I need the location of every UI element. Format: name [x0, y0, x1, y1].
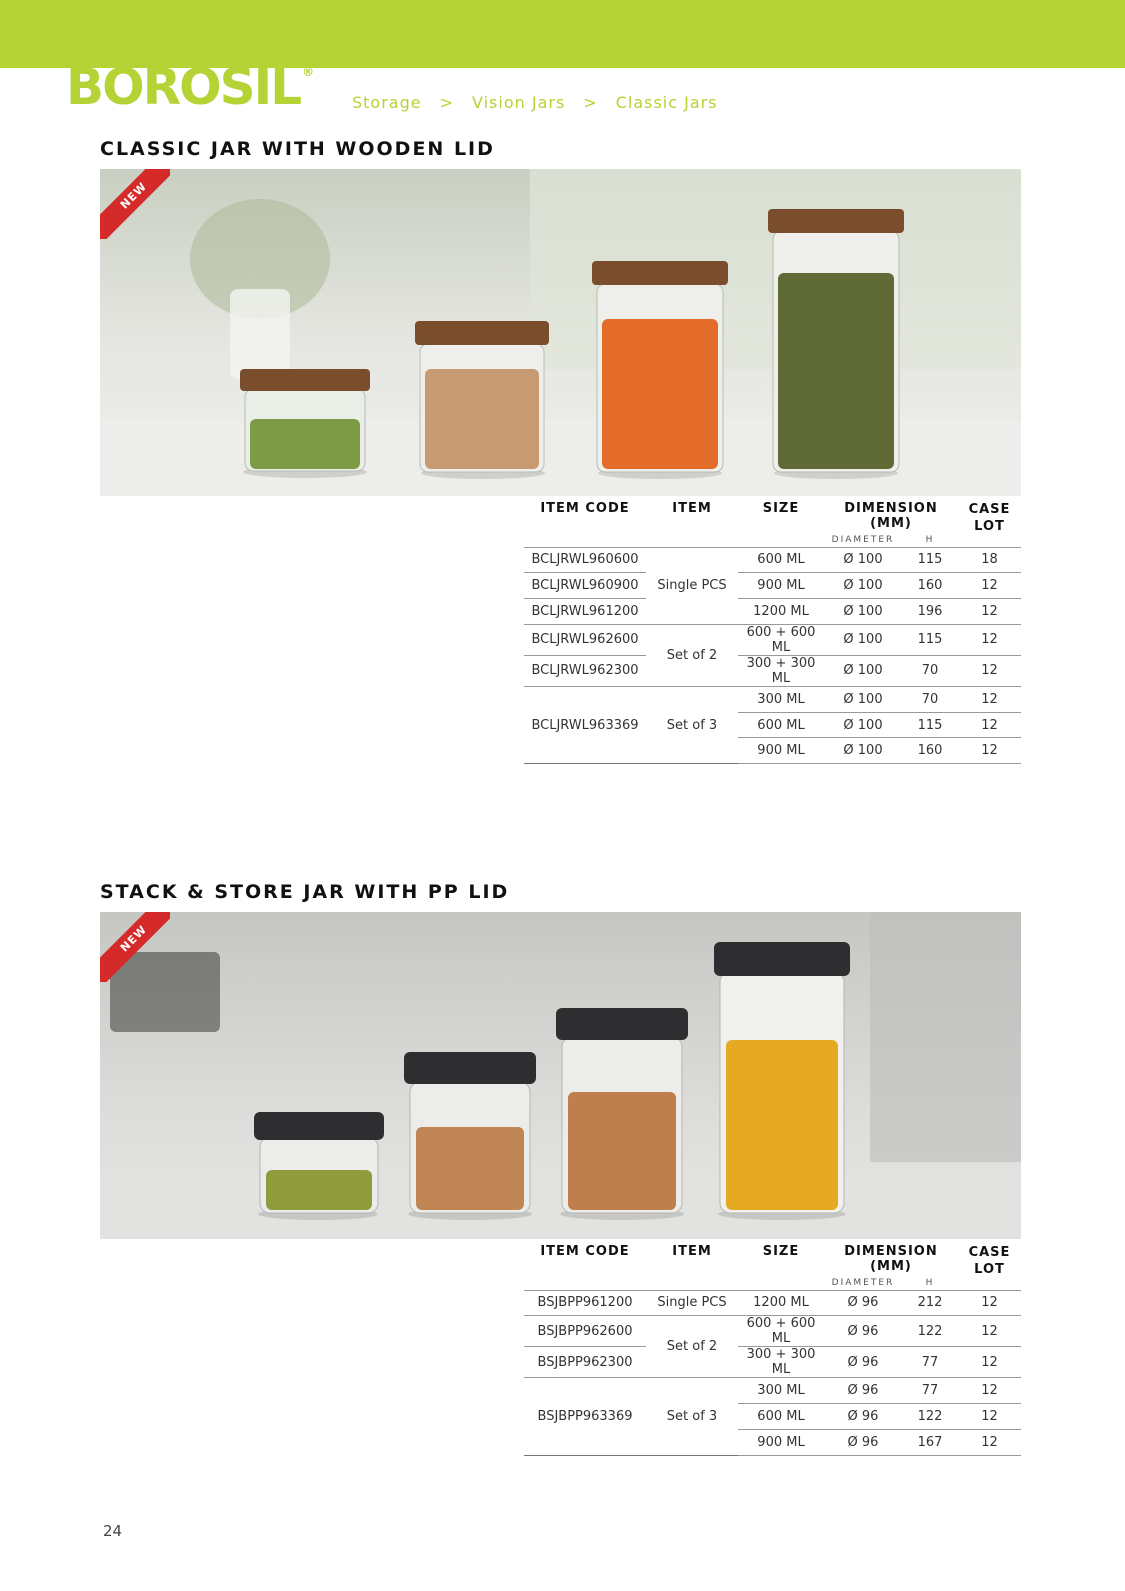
col-header-case-lot: CASE LOT: [958, 497, 1021, 547]
table-row: BCLJRWL961200 1200 ML Ø 100 196 12: [524, 599, 1021, 625]
col-header-diameter: DIAMETER: [824, 1274, 902, 1290]
table-row: BSJBPP963369 Set of 3 300 ML Ø 96 77 12: [524, 1378, 1021, 1404]
spec-table-classic-jar: [524, 497, 1021, 764]
product-photo-pp-lid-jars: [100, 912, 1021, 1239]
table-row: 600 ML Ø 100 115 12: [524, 712, 1021, 738]
table-row: BCLJRWL960600 Single PCS 600 ML Ø 100 115 18: [524, 547, 1021, 573]
col-header-item-code: ITEM CODE: [540, 501, 630, 516]
breadcrumb-item-vision-jars[interactable]: Vision Jars: [472, 93, 566, 112]
table-row: BSJBPP961200 Single PCS 1200 ML Ø 96 212 12: [524, 1290, 1021, 1316]
col-header-item-code: ITEM CODE: [540, 1244, 630, 1259]
new-badge: NEW: [100, 912, 170, 982]
spec-table-stack-store-jar: [524, 1240, 1021, 1456]
breadcrumb-item-storage[interactable]: Storage: [352, 93, 422, 112]
breadcrumb-separator: >: [439, 93, 455, 112]
table-row: BCLJRWL960900 900 ML Ø 100 160 12: [524, 573, 1021, 599]
col-header-dimension: DIMENSION (MM): [844, 1244, 938, 1274]
table-row: BCLJRWL962300 300 + 300 ML Ø 100 70 12: [524, 655, 1021, 686]
section-title-stack-store-jar: STACK & STORE JAR WITH PP LID: [100, 881, 510, 903]
breadcrumb-separator: >: [583, 93, 598, 112]
section-title-classic-jar: CLASSIC JAR WITH WOODEN LID: [100, 138, 495, 160]
breadcrumb-item-classic-jars[interactable]: Classic Jars: [615, 93, 718, 112]
breadcrumb: [352, 93, 718, 112]
table-row: BSJBPP962300 300 + 300 ML Ø 96 77 12: [524, 1347, 1021, 1378]
page-number: 24: [103, 1522, 123, 1540]
col-header-size: SIZE: [762, 1244, 800, 1259]
table-row: 600 ML Ø 96 122 12: [524, 1404, 1021, 1430]
table-row: BSJBPP962600 Set of 2 600 + 600 ML Ø 96 122 12: [524, 1316, 1021, 1347]
product-photo-wooden-lid-jars: [100, 169, 1021, 496]
col-header-h: H: [902, 1274, 958, 1290]
table-row: 900 ML Ø 96 167 12: [524, 1429, 1021, 1455]
col-header-dimension: DIMENSION (MM): [844, 501, 938, 531]
col-header-size: SIZE: [762, 501, 800, 516]
borosil-logo: BOROSIL ®: [66, 58, 315, 116]
table-row: BCLJRWL962600 Set of 2 600 + 600 ML Ø 100 115 12: [524, 624, 1021, 655]
table-row: 900 ML Ø 100 160 12: [524, 738, 1021, 764]
col-header-item: ITEM: [672, 501, 712, 516]
col-header-item: ITEM: [672, 1244, 712, 1259]
table-row: BCLJRWL963369 Set of 3 300 ML Ø 100 70 12: [524, 686, 1021, 712]
col-header-h: H: [902, 531, 958, 547]
col-header-diameter: DIAMETER: [824, 531, 902, 547]
new-badge: NEW: [100, 169, 170, 239]
col-header-case-lot: CASE LOT: [958, 1240, 1021, 1290]
